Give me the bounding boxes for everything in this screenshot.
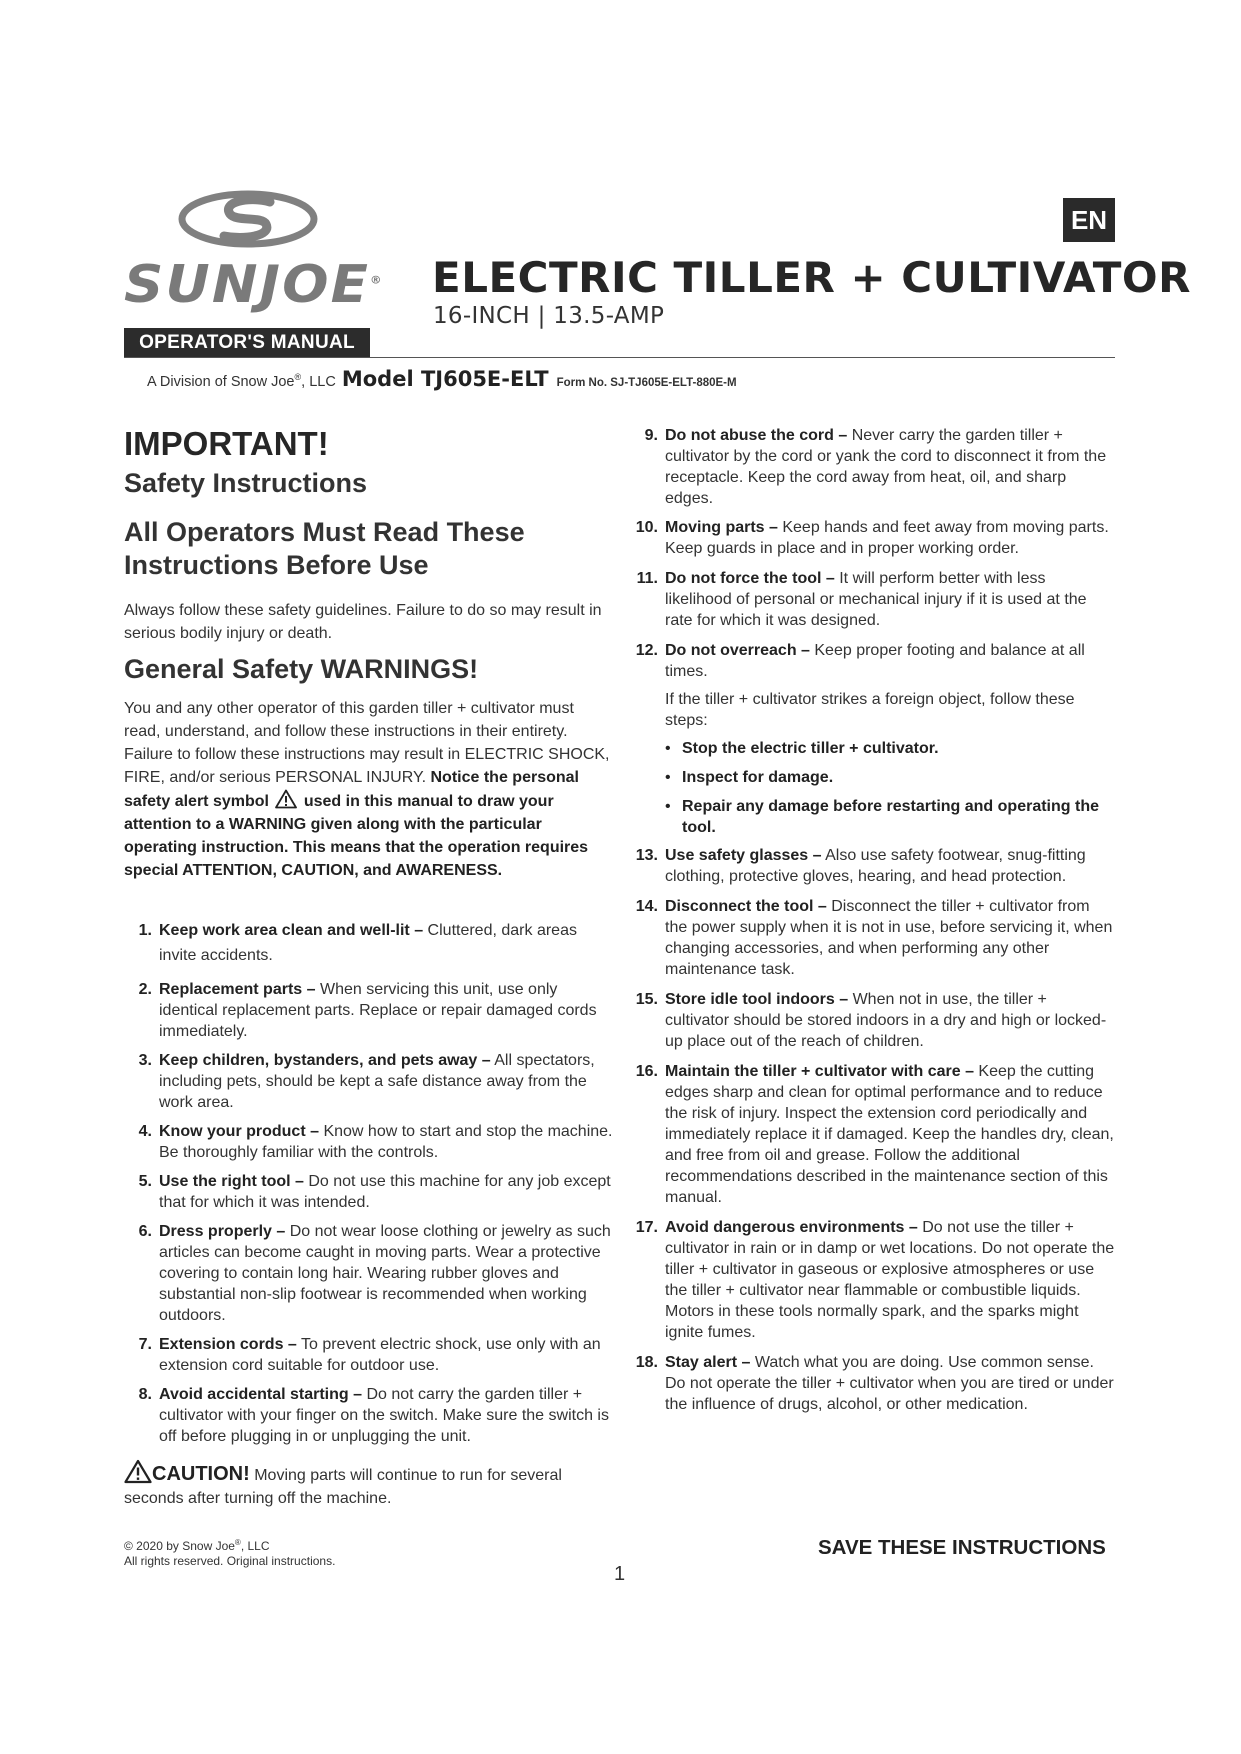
step-item: • Stop the electric tiller + cultivator. [665, 738, 1115, 759]
list-item: 17. Avoid dangerous environments – Do not use the tiller + cultivator in rain or in damp or wet locations. Do not operate the tiller + cultivator in gaseous or explosive atmospheres or use the tiller + cultivator near flammable or combustible liquids. Motors in these tools normally spark, and the sparks might ignite fumes. [635, 1219, 1115, 1341]
list-item: 13. Use safety glasses – Also use safety footwear, snug-fitting clothing, protective gloves, hearing, and head protection. [635, 847, 1086, 885]
operators-manual-label: OPERATOR'S MANUAL [124, 328, 370, 358]
page-number: 1 [614, 1563, 626, 1585]
list-item: 15. Store idle tool indoors – When not in use, the tiller + cultivator should be stored indoors in a dry and high or locked-up place out of the reach of children. [635, 991, 1107, 1050]
division-line: A Division of Snow Joe®, LLC Model TJ605E-ELT Form No. SJ-TJ605E-ELT-880E-M [147, 367, 737, 391]
caution-note: CAUTION! Moving parts will continue to run for several seconds after turning off the machine. [124, 1459, 614, 1510]
important-heading: IMPORTANT! [124, 425, 329, 462]
header-divider [124, 357, 1115, 358]
copyright-notice: © 2020 by Snow Joe®, LLC All rights reserved. Original instructions. [124, 1538, 336, 1568]
list-item: 5. Use the right tool – Do not use this machine for any job except that for which it was intended. [138, 1173, 611, 1211]
save-instructions: SAVE THESE INSTRUCTIONS [818, 1536, 1106, 1559]
list-item: 2. Replacement parts – When servicing this unit, use only identical replacement parts. Replace or repair damaged cords immediately. [138, 981, 597, 1040]
general-warnings-heading: General Safety WARNINGS! [124, 654, 479, 684]
all-operators-heading: All Operators Must Read These Instructions Before Use [124, 517, 525, 580]
model-number: Model TJ605E-ELT [341, 367, 549, 391]
form-number: Form No. SJ-TJ605E-ELT-880E-M [556, 377, 737, 389]
foreign-object-block [630, 689, 1115, 838]
list-item: 18. Stay alert – Watch what you are doing. Use common sense. Do not operate the tiller + cultivator when you are tired or under the influence of drugs, alcohol, or other medication. [635, 1354, 1114, 1413]
list-item: 3. Keep children, bystanders, and pets away – All spectators, including pets, should be kept a safe distance away from the work area. [138, 1052, 595, 1111]
safety-alert-icon [275, 789, 297, 809]
list-item: 12. Do not overreach – Keep proper footing and balance at all times. [635, 642, 1085, 680]
list-item: 6. Dress properly – Do not wear loose clothing or jewelry as such articles can become caught in moving parts. Wear a protective covering to contain long hair. Wearing rubber gloves and substantial non-slip footwear is recommended when working outdoors. [138, 1223, 611, 1324]
document-title: ELECTRIC TILLER + CULTIVATOR [432, 253, 1191, 302]
list-item: 16. Maintain the tiller + cultivator with care – Keep the cutting edges sharp and clean for optimal performance and to reduce the risk of injury. Inspect the extension cord periodically and immediately replace it if damaged. Keep the handles dry, clean, and free from oil and grease. Follow the additional recommendations described in the maintenance section of this manual. [635, 1063, 1114, 1206]
list-item: 10. Moving parts – Keep hands and feet away from moving parts. Keep guards in place and in proper working order. [635, 519, 1109, 557]
safety-list-left [124, 918, 614, 1447]
list-item: 1. Keep work area clean and well-lit – Cluttered, dark areas invite accidents. [138, 922, 577, 964]
list-item: 8. Avoid accidental starting – Do not carry the garden tiller + cultivator with your finger on the switch. Make sure the switch is off before plugging in or unplugging the unit. [138, 1386, 609, 1445]
step-item: • Inspect for damage. [665, 767, 1115, 788]
general-warnings-text: You and any other operator of this garden tiller + cultivator must read, understand, and follow these instructions in their entirety. Failure to follow these instructions may result in ELECTRIC SHOCK, FIRE, and/or serious PERSONAL INJURY. Notice the personal safety alert symbol used in this manual to draw your attention to a WARNING given along with the particular operating instruction. This means that the operation requires special ATTENTION, CAUTION, and AWARENESS. [124, 700, 610, 879]
language-badge: EN [1063, 198, 1115, 242]
always-follow-text: Always follow these safety guidelines. Failure to do so may result in serious bodily injury or death. [124, 602, 602, 642]
foreign-object-text: If the tiller + cultivator strikes a foreign object, follow these steps: [665, 691, 1075, 729]
list-item: 4. Know your product – Know how to start and stop the machine. Be thoroughly familiar with the controls. [138, 1123, 613, 1161]
safety-instructions-heading: Safety Instructions [124, 468, 368, 498]
step-item: • Repair any damage before restarting and operating the tool. [665, 796, 1115, 838]
foreign-object-steps [630, 738, 1115, 838]
sunjoe-logo-text: SUNJOE® [124, 255, 382, 315]
document-subtitle: 16-INCH | 13.5-AMP [433, 303, 665, 329]
safety-list-right [630, 425, 1115, 1415]
caution-alert-icon [124, 1459, 152, 1484]
list-item: 11. Do not force the tool – It will perform better with less likelihood of personal or mechanical injury if it is used at the rate for which it was designed. [636, 570, 1087, 629]
sunjoe-logo-icon [178, 190, 318, 248]
list-item: 9. Do not abuse the cord – Never carry the garden tiller + cultivator by the cord or yank the cord to disconnect it from the receptacle. Keep the cord away from heat, oil, and sharp edges. [644, 427, 1107, 507]
list-item: 7. Extension cords – To prevent electric shock, use only with an extension cord suitable for outdoor use. [138, 1336, 601, 1374]
list-item: 14. Disconnect the tool – Disconnect the tiller + cultivator from the power supply when it is not in use, before servicing it, when changing accessories, and when performing any other maintenance task. [635, 898, 1113, 978]
